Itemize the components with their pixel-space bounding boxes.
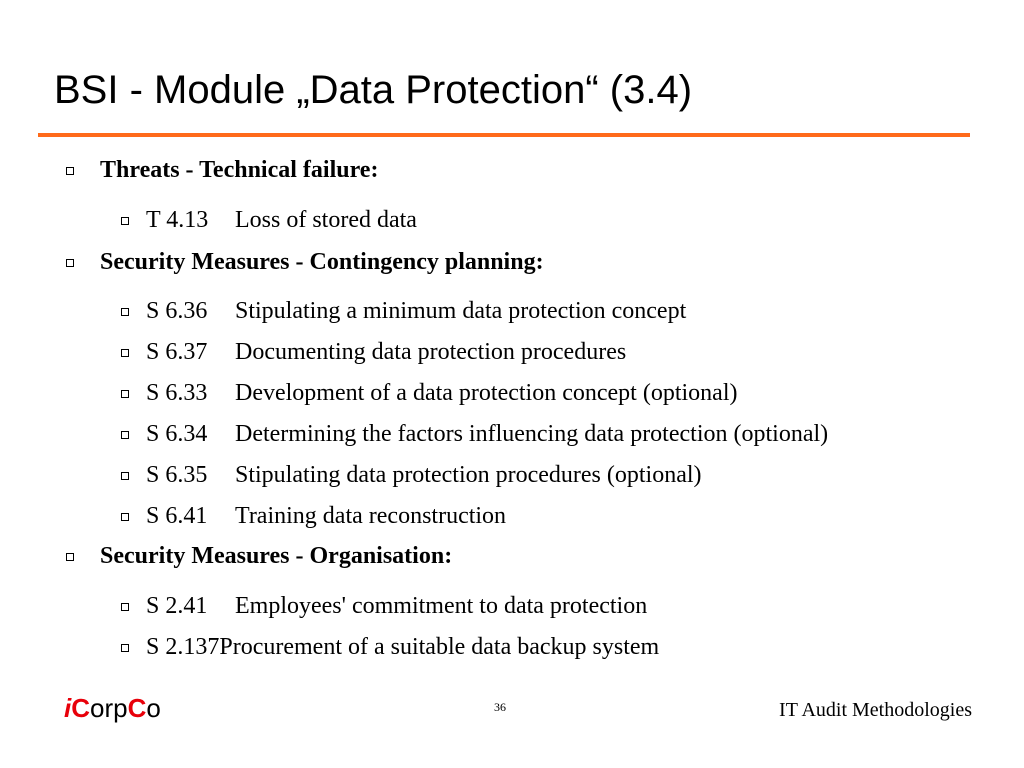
list-item [121, 634, 659, 661]
item-text: Loss of stored data [235, 207, 417, 233]
square-bullet-icon [121, 217, 129, 225]
item-code: S 6.33 [146, 380, 208, 406]
square-bullet-icon [121, 472, 129, 480]
section-label: Threats - Technical failure: [100, 157, 379, 183]
item-code: T 4.13 [146, 207, 209, 233]
list-item [121, 503, 506, 530]
section-contingency-planning [66, 249, 544, 276]
square-bullet-icon [121, 308, 129, 316]
item-text: Determining the factors influencing data protection (optional) [235, 421, 829, 447]
section-label: Security Measures - Contingency planning: [100, 249, 544, 275]
item-text: Stipulating data protection procedures (optional) [235, 462, 702, 488]
slide-title: BSI - Module „Data Protection“ (3.4) [54, 68, 693, 112]
item-text: Procurement of a suitable data backup system [219, 634, 660, 660]
item-code: S 6.41 [146, 503, 208, 529]
page-number: 36 [494, 700, 506, 714]
list-item [121, 593, 647, 620]
list-item [121, 421, 828, 448]
list-item [121, 339, 626, 366]
item-code: S 2.137 [146, 634, 220, 660]
square-bullet-icon [121, 603, 129, 611]
section-organisation [66, 543, 452, 570]
list-item [121, 207, 417, 234]
title-divider [38, 133, 970, 137]
item-code: S 6.36 [146, 298, 208, 324]
square-bullet-icon [121, 349, 129, 357]
icorpco-logo: iCorpCo [64, 693, 161, 723]
item-text: Stipulating a minimum data protection concept [235, 298, 687, 324]
list-item [121, 462, 702, 489]
item-text: Development of a data protection concept (optional) [235, 380, 738, 406]
square-bullet-icon [66, 259, 74, 267]
square-bullet-icon [121, 644, 129, 652]
item-code: S 6.35 [146, 462, 208, 488]
section-label: Security Measures - Organisation: [100, 543, 453, 569]
square-bullet-icon [121, 513, 129, 521]
square-bullet-icon [66, 553, 74, 561]
square-bullet-icon [121, 390, 129, 398]
course-name: IT Audit Methodologies [779, 699, 972, 721]
section-threats [66, 157, 378, 184]
item-text: Documenting data protection procedures [235, 339, 627, 365]
square-bullet-icon [121, 431, 129, 439]
item-code: S 6.37 [146, 339, 208, 365]
list-item [121, 298, 686, 325]
item-code: S 2.41 [146, 593, 208, 619]
item-code: S 6.34 [146, 421, 208, 447]
item-text: Employees' commitment to data protection [235, 593, 648, 619]
list-item [121, 380, 737, 407]
square-bullet-icon [66, 167, 74, 175]
item-text: Training data reconstruction [235, 503, 507, 529]
